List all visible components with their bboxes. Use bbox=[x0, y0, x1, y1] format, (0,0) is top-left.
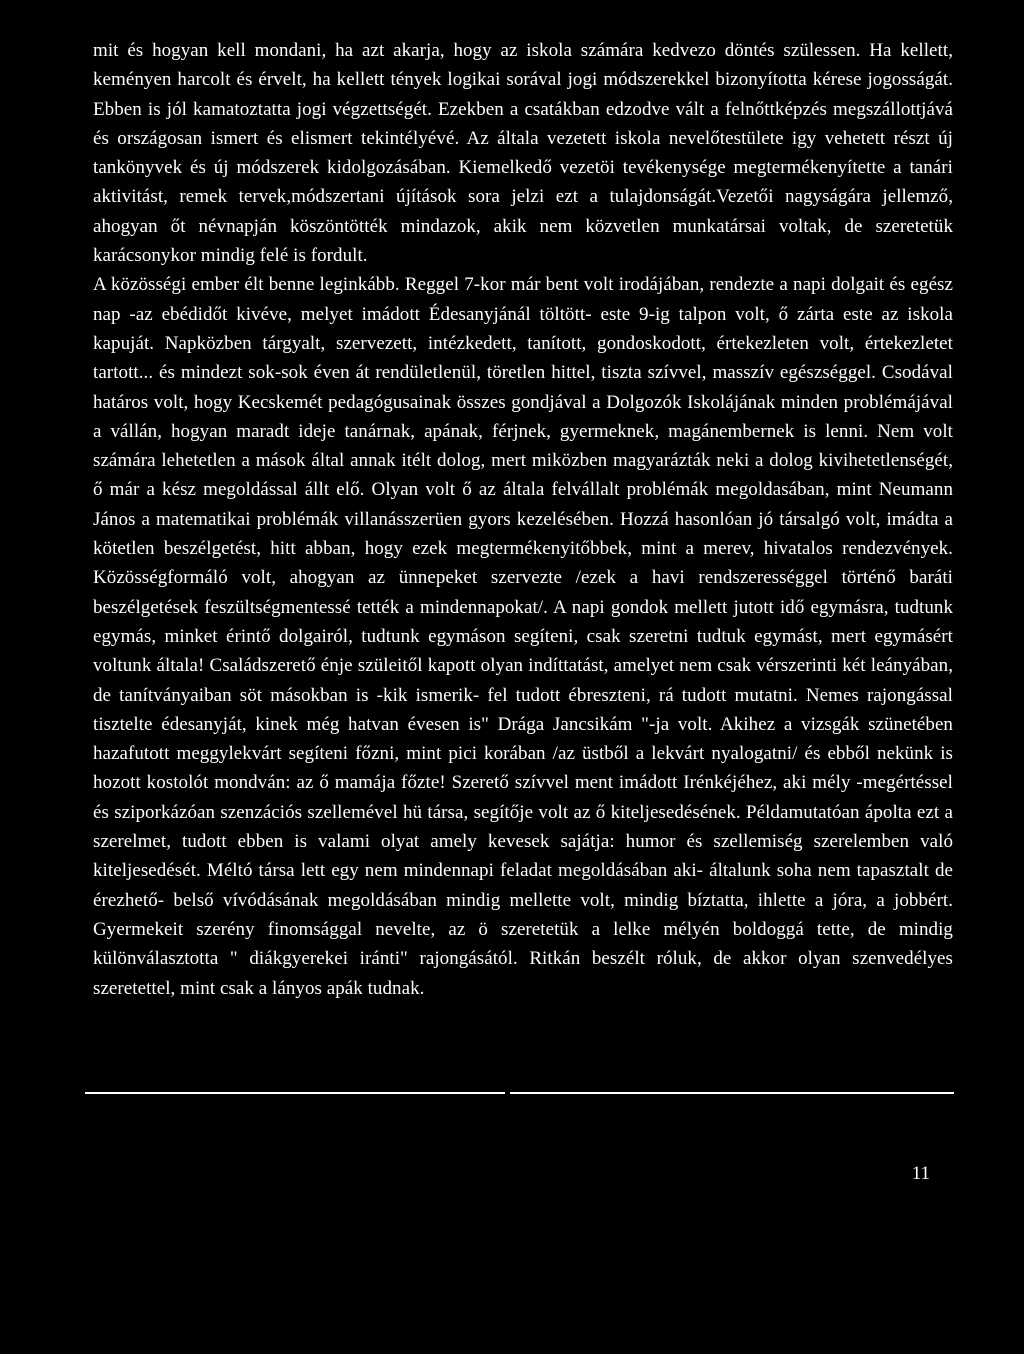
page-text bbox=[93, 36, 953, 1003]
paragraph-2: A közösségi ember élt benne leginkább. Reggel 7-kor már bent volt irodájában, rendezte a napi dolgait és egész nap -az ebédidőt kivéve, melyet imádott Édesanyjánál töltött- este 9-ig talpon volt, ő zárta este az iskola kapuját. Napközben tárgyalt, szervezett, intézkedett, tanított, gondoskodott, értekezleten volt, értekezletet tartott... és mindezt sok-sok éven át rendületlenül, töretlen hittel, tiszta szívvel, masszív egészséggel. Csodával határos volt, hogy Kecskemét pedagógusainak összes gondjával a Dolgozók Iskolájának minden problémájával a vállán, hogyan maradt ideje tanárnak, apának, férjnek, gyermeknek, magánembernek is lenni. Nem volt számára lehetetlen a mások által annak itélt dolog, mert miközben magyarázták neki a dolog kivihetetlenségét, ő már a kész megoldással állt elő. Olyan volt ő az általa felvállalt problémák megoldasában, mint Neumann János a matematikai problémák villanásszerüen gyors kezelésében. Hozzá hasonlóan jó társalgó volt, imádta a kötetlen beszélgetést, hitt abban, hogy ezek megtermékenyitőbbek, mint a merev, hivatalos rendezvények. Közösségformáló volt, ahogyan az ünnepeket szervezte /ezek a havi rendszerességgel történő baráti beszélgetések feszültségmentessé tették a mindennapokat/. A napi gondok mellett jutott idő egymásra, tudtunk egymás, minket érintő dolgairól, tudtunk egymáson segíteni, csak szeretni tudtuk egymást, mert egymásért voltunk általa! Családszerető énje szüleitől kapott olyan indíttatást, amelyet nem csak vérszerinti két leányában, de tanítványaiban söt másokban is -kik ismerik- fel tudott ébreszteni, rá tudott mutatni. Nemes rajongással tisztelte édesanyját, kinek még hatvan évesen is" Drága Jancsikám "-ja volt. Akihez a vizsgák szünetében hazafutott meggylekvárt segíteni főzni, mint pici korában /az üstből a lekvárt nyalogatni/ és ebből nekünk is hozott kostolót mondván: az ő mamája főzte! Szerető szívvel ment imádott Irénkéjéhez, aki mély -megértéssel és sziporkázóan szenzációs szellemével hü társa, segítője volt az ő kiteljesedésének. Példamutatóan ápolta ezt a szerelmet, tudott ebben is valami olyat amely kevesek sajátja: humor és szellemiség szerelemben való kiteljesedését. Méltó társa lett egy nem mindennapi feladat megoldásában aki- általunk soha nem tapasztalt de érezhető- belső vívódásának megoldásában mindig mellette volt, mindig bíztatta, ihlette a jóra, a jobbért. Gyermekeit szerény finomsággal nevelte, az ö szeretetük a lelke mélyén boldoggá tette, de mindig különválasztotta " diákgyerekei iránti" rajongásától. Ritkán beszélt róluk, de akkor olyan szenvedélyes szeretettel, mint csak a lányos apák tudnak. bbox=[93, 274, 953, 999]
paragraph-1: mit és hogyan kell mondani, ha azt akarja, hogy az iskola számára kedvezo döntés szülessen. Ha kellett, keményen harcolt és érvelt, ha kellett tények logikai sorával jogi módszerekkel bizonyította kérese jogosságát. Ebben is jól kamatoztatta jogi végzettségét. Ezekben a csatákban edzodve vált a felnőttképzés megszállottjává és országosan ismert és elismert tekintélyévé. Az általa vezetett iskola nevelőtestülete igy vehetett részt új tankönyvek és új módszerek kidolgozásában. Kiemelkedő vezetöi tevékenysége megtermékenyítette a tanári aktivitást, remek tervek,módszertani újítások sora jelzi ezt a tulajdonságát.Vezetői nagyságára jellemző, ahogyan őt névnapján köszöntötték mindazok, akik nem közvetlen munkatársai voltak, de szeretetük karácsonykor mindig felé is fordult. bbox=[93, 40, 953, 267]
footer-rule-left bbox=[85, 1092, 505, 1094]
footer-rule-right bbox=[510, 1092, 954, 1094]
page-number: 11 bbox=[911, 1163, 930, 1184]
